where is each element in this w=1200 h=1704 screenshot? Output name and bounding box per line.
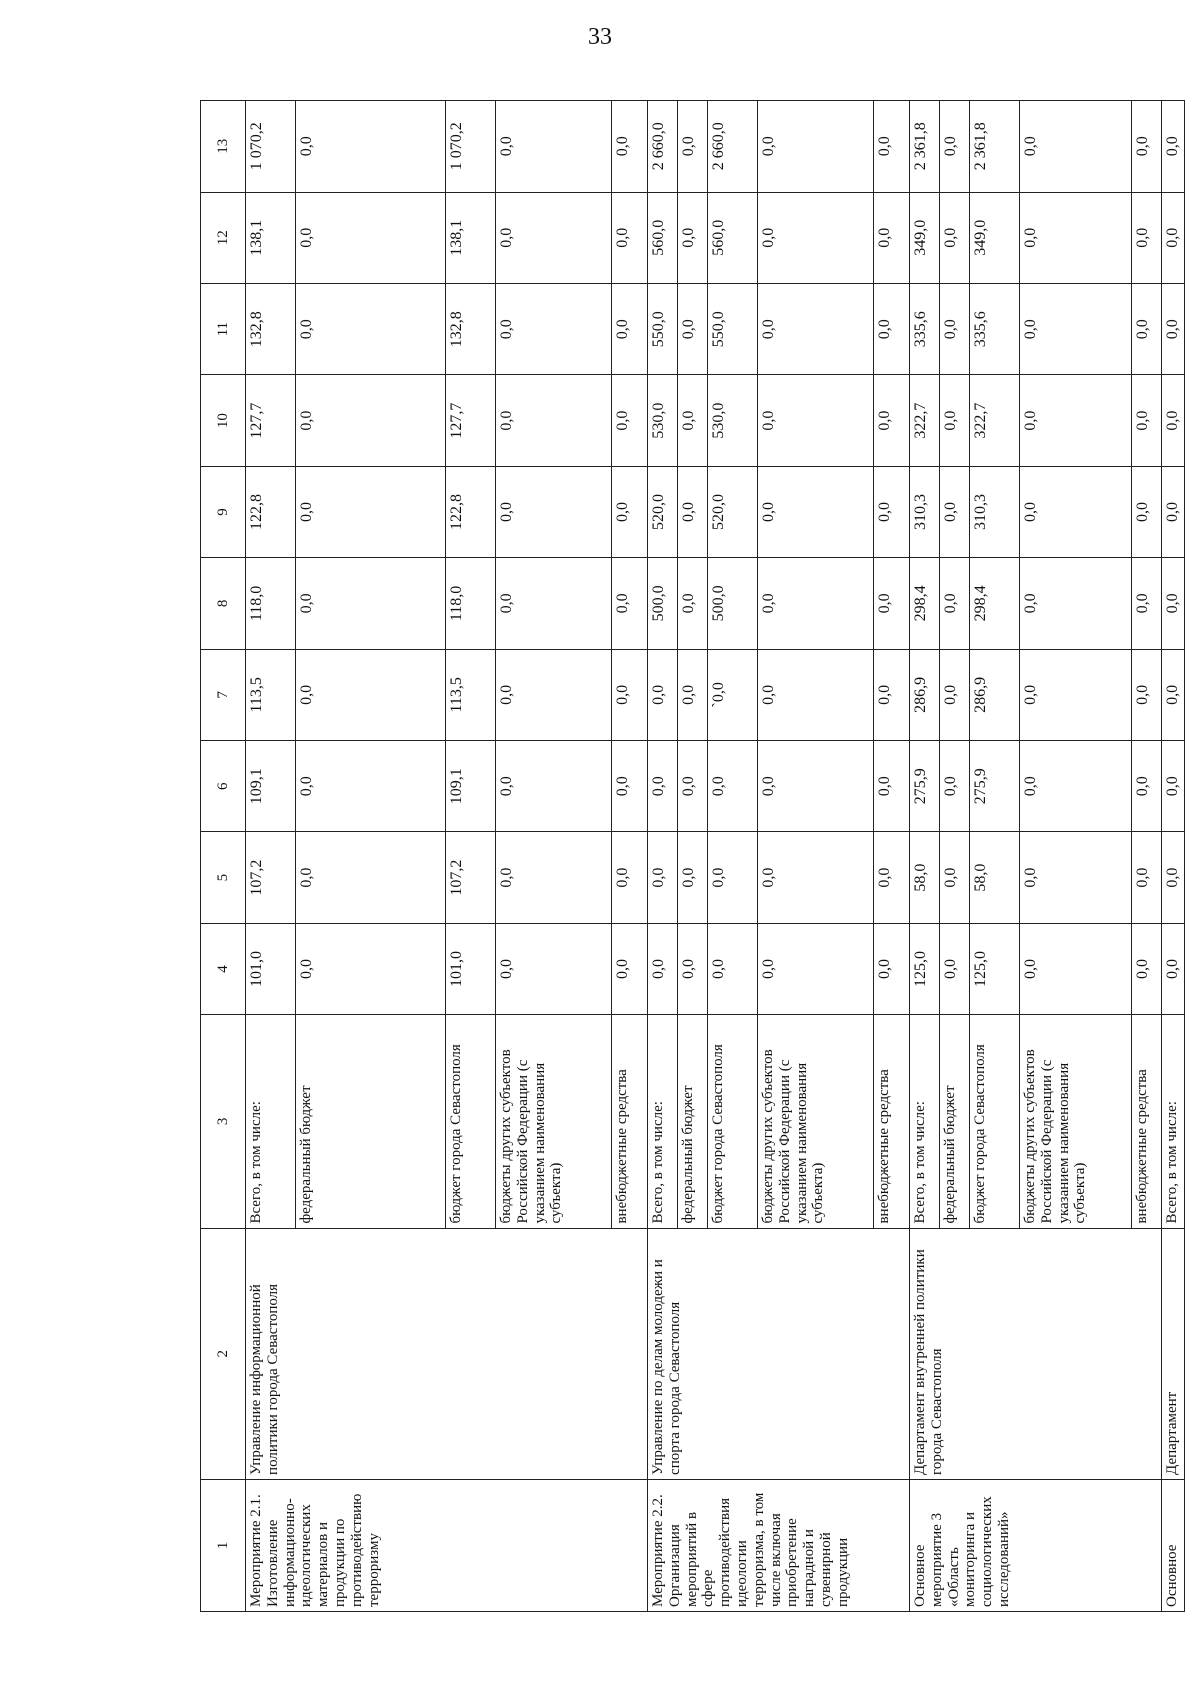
value-cell: 0,0 [612,649,648,740]
value-cell: 0,0 [874,741,910,832]
value-cell: 0,0 [648,649,678,740]
value-cell: 275,9 [970,741,1020,832]
funding-source-cell: Всего, в том числе: [910,1015,940,1228]
value-cell: 0,0 [296,466,446,557]
funding-source-cell: федеральный бюджет [940,1015,970,1228]
value-cell: 0,0 [758,192,874,283]
value-cell: 113,5 [446,649,496,740]
value-cell: 2 361,8 [970,101,1020,193]
value-cell: 530,0 [648,375,678,466]
value-cell: 0,0 [612,192,648,283]
value-cell: 0,0 [1020,101,1132,193]
executor-cell: Управление информационной политики города Севастополя [246,1228,648,1479]
value-cell: 0,0 [296,375,446,466]
value-cell: 0,0 [874,558,910,649]
funding-table [200,100,1185,1612]
header-cell: 10 [201,375,246,466]
value-cell: 2 660,0 [708,101,758,193]
value-cell: 109,1 [446,741,496,832]
header-cell: 9 [201,466,246,557]
value-cell: 0,0 [678,283,708,374]
value-cell: 0,0 [612,832,648,923]
value-cell: 349,0 [970,192,1020,283]
value-cell: 0,0 [940,558,970,649]
table-row [648,101,678,1612]
value-cell: 0,0 [678,466,708,557]
value-cell: 275,9 [910,741,940,832]
value-cell: 0,0 [874,649,910,740]
activity-cell: Мероприятие 2.1. Изготовление информационно-идеологических материалов и продукции по противодействию терроризму [246,1479,648,1611]
value-cell: 0,0 [758,832,874,923]
value-cell: 0,0 [874,101,910,193]
value-cell: 2 361,8 [910,101,940,193]
value-cell: 0,0 [1162,466,1185,557]
funding-source-cell: бюджет города Севастополя [970,1015,1020,1228]
value-cell: 0,0 [1020,375,1132,466]
value-cell: 500,0 [648,558,678,649]
activity-cell: Основное мероприятие 3 «Область мониторинга и социологических исследований» [910,1479,1162,1611]
value-cell: 0,0 [708,741,758,832]
value-cell: 298,4 [970,558,1020,649]
value-cell: 0,0 [1162,558,1185,649]
value-cell: 0,0 [940,466,970,557]
value-cell: 550,0 [708,283,758,374]
value-cell: 1 070,2 [246,101,296,193]
value-cell: 0,0 [758,466,874,557]
value-cell: 0,0 [1132,283,1162,374]
value-cell: 0,0 [648,832,678,923]
value-cell: 0,0 [296,923,446,1014]
value-cell: 0,0 [1020,649,1132,740]
header-cell: 6 [201,741,246,832]
value-cell: 109,1 [246,741,296,832]
value-cell: 0,0 [296,192,446,283]
value-cell: 0,0 [1162,832,1185,923]
value-cell: 0,0 [1020,923,1132,1014]
value-cell: 0,0 [1132,923,1162,1014]
header-cell: 13 [201,101,246,193]
value-cell: 125,0 [910,923,940,1014]
value-cell: 0,0 [874,192,910,283]
value-cell: 0,0 [496,192,612,283]
value-cell: 0,0 [678,649,708,740]
value-cell: 0,0 [496,283,612,374]
value-cell: 0,0 [1020,192,1132,283]
value-cell: 0,0 [1132,741,1162,832]
header-cell: 5 [201,832,246,923]
value-cell: 0,0 [940,741,970,832]
value-cell: 0,0 [612,375,648,466]
header-cell: 2 [201,1228,246,1479]
funding-source-cell: бюджеты других субъектов Российской Федерации (с указанием наименования субъекта) [758,1015,874,1228]
value-cell: 0,0 [496,375,612,466]
header-row [201,101,246,1612]
value-cell: 122,8 [246,466,296,557]
value-cell: 349,0 [910,192,940,283]
value-cell: 560,0 [648,192,678,283]
value-cell: 310,3 [910,466,940,557]
value-cell: 0,0 [296,832,446,923]
value-cell: 0,0 [708,832,758,923]
value-cell: 0,0 [1020,558,1132,649]
value-cell: 0,0 [758,101,874,193]
value-cell: 0,0 [1020,283,1132,374]
funding-source-cell: Всего, в том числе: [1162,1015,1185,1228]
value-cell: 0,0 [708,923,758,1014]
value-cell: 113,5 [246,649,296,740]
value-cell: 0,0 [612,923,648,1014]
value-cell: 0,0 [678,832,708,923]
value-cell: 0,0 [612,101,648,193]
value-cell: 0,0 [648,741,678,832]
value-cell: 0,0 [496,101,612,193]
value-cell: 0,0 [1132,649,1162,740]
value-cell: 0,0 [940,283,970,374]
header-cell: 11 [201,283,246,374]
table-row [910,101,940,1612]
value-cell: 0,0 [678,558,708,649]
funding-source-cell: бюджеты других субъектов Российской Федерации (с указанием наименования субъекта) [496,1015,612,1228]
value-cell: 0,0 [678,375,708,466]
value-cell: 0,0 [1132,832,1162,923]
value-cell: 127,7 [246,375,296,466]
value-cell: 0,0 [1162,375,1185,466]
value-cell: 0,0 [940,375,970,466]
value-cell: 0,0 [1132,558,1162,649]
value-cell: 125,0 [970,923,1020,1014]
activity-cell: Основное [1162,1479,1185,1611]
value-cell: 310,3 [970,466,1020,557]
value-cell: 0,0 [296,558,446,649]
value-cell: 550,0 [648,283,678,374]
funding-source-cell: федеральный бюджет [296,1015,446,1228]
value-cell: 322,7 [910,375,940,466]
table-header [201,101,246,1612]
value-cell: 107,2 [246,832,296,923]
value-cell: 335,6 [970,283,1020,374]
value-cell: 0,0 [940,923,970,1014]
value-cell: 0,0 [496,923,612,1014]
value-cell: 0,0 [496,649,612,740]
value-cell: 0,0 [758,649,874,740]
activity-cell: Мероприятие 2.2. Организация мероприятий в сфере противодействия идеологии терроризма, в том числе включая приобретение наградной и сувенирной продукции [648,1479,910,1611]
value-cell: 0,0 [1132,192,1162,283]
value-cell: 107,2 [446,832,496,923]
value-cell: 0,0 [1132,466,1162,557]
value-cell: 0,0 [1162,101,1185,193]
value-cell: 132,8 [446,283,496,374]
value-cell: 0,0 [612,283,648,374]
value-cell: 0,0 [874,923,910,1014]
value-cell: 0,0 [496,832,612,923]
value-cell: 101,0 [446,923,496,1014]
page-number: 33 [588,24,612,50]
value-cell: 520,0 [708,466,758,557]
value-cell: 0,0 [648,923,678,1014]
value-cell: 0,0 [1162,192,1185,283]
value-cell: 560,0 [708,192,758,283]
value-cell: 0,0 [1162,741,1185,832]
value-cell: 118,0 [446,558,496,649]
header-cell: 3 [201,1015,246,1228]
value-cell: 127,7 [446,375,496,466]
value-cell: 58,0 [970,832,1020,923]
value-cell: 286,9 [910,649,940,740]
value-cell: 0,0 [678,192,708,283]
value-cell: 0,0 [496,558,612,649]
value-cell: 0,0 [940,101,970,193]
value-cell: 0,0 [296,741,446,832]
value-cell: 500,0 [708,558,758,649]
value-cell: 0,0 [612,558,648,649]
value-cell: 0,0 [1162,649,1185,740]
value-cell: 0,0 [874,832,910,923]
value-cell: 0,0 [296,649,446,740]
value-cell: 0,0 [496,466,612,557]
value-cell: 0,0 [1020,832,1132,923]
value-cell: 0,0 [940,832,970,923]
funding-source-cell: Всего, в том числе: [246,1015,296,1228]
value-cell: 138,1 [246,192,296,283]
value-cell: 0,0 [678,101,708,193]
value-cell: 0,0 [1162,923,1185,1014]
value-cell: 0,0 [612,741,648,832]
header-cell: 8 [201,558,246,649]
value-cell: ˋ0,0 [708,649,758,740]
value-cell: 0,0 [1132,375,1162,466]
value-cell: 286,9 [970,649,1020,740]
value-cell: 118,0 [246,558,296,649]
value-cell: 0,0 [496,741,612,832]
value-cell: 0,0 [874,375,910,466]
value-cell: 0,0 [296,101,446,193]
value-cell: 138,1 [446,192,496,283]
header-cell: 7 [201,649,246,740]
value-cell: 298,4 [910,558,940,649]
value-cell: 101,0 [246,923,296,1014]
value-cell: 58,0 [910,832,940,923]
table-row [246,101,296,1612]
value-cell: 0,0 [758,923,874,1014]
value-cell: 122,8 [446,466,496,557]
value-cell: 520,0 [648,466,678,557]
value-cell: 0,0 [940,649,970,740]
header-cell: 12 [201,192,246,283]
value-cell: 0,0 [678,741,708,832]
value-cell: 0,0 [1162,283,1185,374]
rotated-table-container [200,100,1181,1612]
executor-cell: Департамент [1162,1228,1185,1479]
rotated-table [200,100,1181,1612]
value-cell: 1 070,2 [446,101,496,193]
value-cell: 0,0 [296,283,446,374]
value-cell: 530,0 [708,375,758,466]
value-cell: 0,0 [678,923,708,1014]
funding-source-cell: внебюджетные средства [874,1015,910,1228]
value-cell: 0,0 [758,741,874,832]
value-cell: 0,0 [1020,741,1132,832]
value-cell: 2 660,0 [648,101,678,193]
value-cell: 0,0 [758,283,874,374]
value-cell: 0,0 [758,375,874,466]
value-cell: 0,0 [1132,101,1162,193]
executor-cell: Управление по делам молодежи и спорта города Севастополя [648,1228,910,1479]
value-cell: 0,0 [758,558,874,649]
table-row [1162,101,1185,1612]
value-cell: 132,8 [246,283,296,374]
funding-source-cell: бюджеты других субъектов Российской Федерации (с указанием наименования субъекта) [1020,1015,1132,1228]
funding-source-cell: бюджет города Севастополя [446,1015,496,1228]
funding-source-cell: бюджет города Севастополя [708,1015,758,1228]
funding-source-cell: внебюджетные средства [1132,1015,1162,1228]
value-cell: 0,0 [874,466,910,557]
value-cell: 0,0 [874,283,910,374]
header-cell: 1 [201,1479,246,1611]
value-cell: 0,0 [940,192,970,283]
value-cell: 322,7 [970,375,1020,466]
value-cell: 0,0 [612,466,648,557]
header-cell: 4 [201,923,246,1014]
funding-source-cell: федеральный бюджет [678,1015,708,1228]
funding-source-cell: внебюджетные средства [612,1015,648,1228]
value-cell: 0,0 [1020,466,1132,557]
executor-cell: Департамент внутренней политики города Севастополя [910,1228,1162,1479]
table-body [246,101,1185,1612]
value-cell: 335,6 [910,283,940,374]
funding-source-cell: Всего, в том числе: [648,1015,678,1228]
